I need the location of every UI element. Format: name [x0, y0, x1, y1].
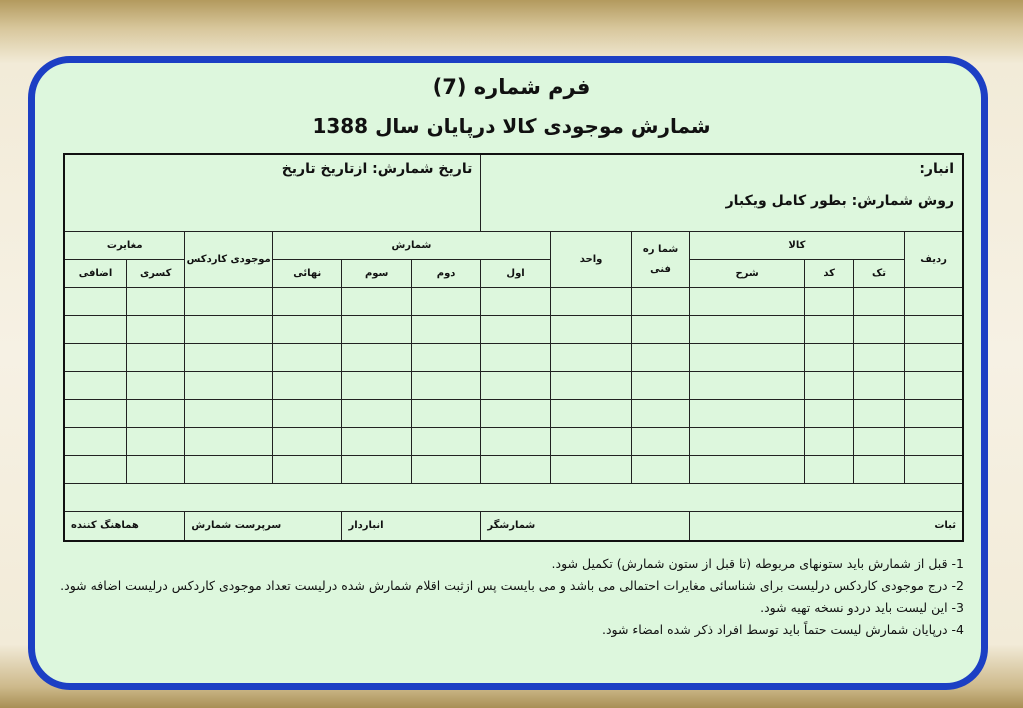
form-subtitle: شمارش موجودی کالا درپایان سال 1388 — [312, 114, 711, 138]
table-row — [64, 316, 963, 344]
spacer-row — [64, 484, 963, 512]
inventory-count-table — [63, 153, 964, 542]
col-third: سوم — [342, 260, 411, 288]
signature-row — [64, 512, 963, 541]
count-method-label: روش شمارش: بطور کامل ویکبار — [725, 193, 954, 209]
notes — [60, 553, 964, 641]
note-item: 4- درپایان شمارش لیست حتماً باید توسط افراد ذکر شده امضاء شود. — [601, 622, 964, 637]
signature-recorder: ثبات — [689, 512, 963, 541]
table-row — [64, 344, 963, 372]
col-shortage: کسری — [127, 260, 185, 288]
col-goods: کالا — [689, 232, 904, 260]
col-cardex: موجودی کاردکس — [185, 232, 273, 288]
col-final: نهائی — [272, 260, 341, 288]
signature-keeper: انباردار — [342, 512, 481, 541]
warehouse-label: انبار: — [919, 161, 954, 177]
table-row — [64, 372, 963, 400]
col-unit: واحد — [550, 232, 632, 288]
note-item: 3- این لیست باید دردو نسخه تهیه شود. — [760, 600, 964, 615]
form-title: فرم شماره (7) — [432, 75, 591, 99]
col-second: دوم — [411, 260, 480, 288]
signature-coordinator: هماهنگ کننده — [64, 512, 185, 541]
note-item: 2- درج موجودی کاردکس درلیست برای شناسائی مغایرات احتمالی می باشد و می بایست پس ازثبت اقلام شمارش شده درلیست تعداد موجودی کاردکس درلیست اضافه شود. — [60, 578, 964, 593]
table-row — [64, 400, 963, 428]
col-description: شرح — [689, 260, 805, 288]
table-row — [64, 288, 963, 316]
col-row: ردیف — [905, 232, 963, 288]
col-code: کد — [805, 260, 853, 288]
col-difference: مغایرت — [64, 232, 185, 260]
signature-counter: شمارشگر — [481, 512, 689, 541]
table-row — [64, 456, 963, 484]
note-item: 1- قبل از شمارش باید ستونهای مربوطه (تا قبل از ستون شمارش) تکمیل شود. — [551, 556, 964, 571]
col-tech-no: شما ره فنی — [632, 232, 689, 288]
col-first: اول — [481, 260, 550, 288]
col-count: شمارش — [272, 232, 550, 260]
col-surplus: اضافی — [64, 260, 127, 288]
header-right-box — [481, 154, 963, 232]
count-date-label: تاریخ شمارش: ازتاریخ تاریخ — [64, 154, 481, 232]
col-unit-no: تک — [853, 260, 904, 288]
table-row — [64, 428, 963, 456]
signature-supervisor: سرپرست شمارش — [185, 512, 342, 541]
